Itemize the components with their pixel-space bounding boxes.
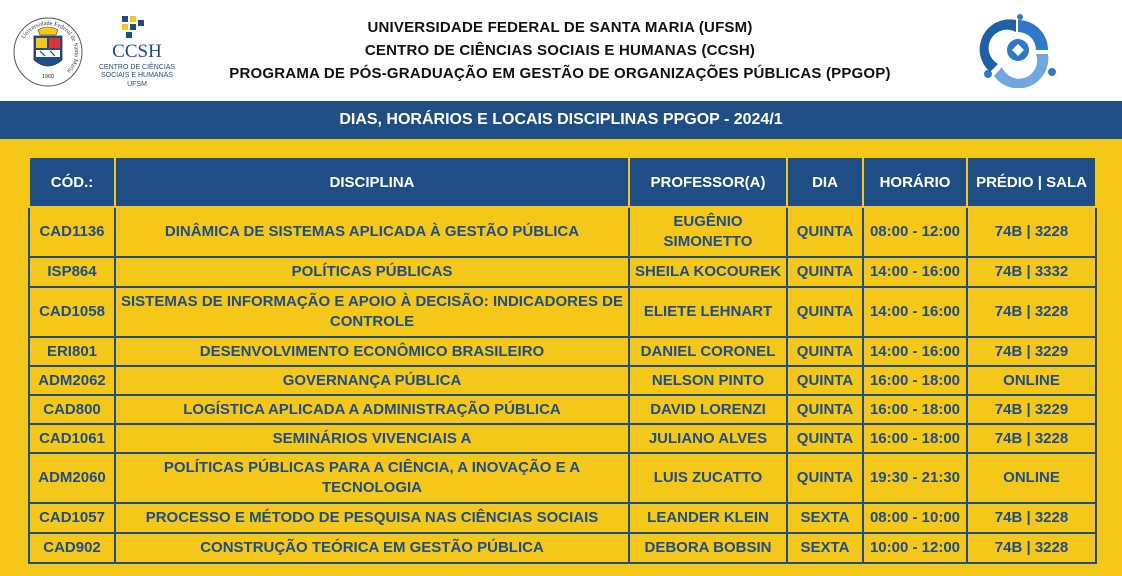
ufsm-year: 1960 <box>41 74 55 80</box>
cell-dia: SEXTA <box>787 503 863 533</box>
header-disciplina: DISCIPLINA <box>115 157 629 207</box>
cell-sala: 74B | 3229 <box>967 395 1096 424</box>
table-row <box>29 257 1096 287</box>
cell-professor: JULIANO ALVES <box>629 424 787 453</box>
cell-sala: 74B | 3228 <box>967 287 1096 337</box>
cell-dia: QUINTA <box>787 395 863 424</box>
cell-disciplina: DINÂMICA DE SISTEMAS APLICADA À GESTÃO PÚBLICA <box>115 207 629 257</box>
cell-cod: CAD902 <box>29 533 115 563</box>
table-row <box>29 533 1096 563</box>
ufsm-ring-text: Universidade Federal de Santa Maria <box>20 19 81 75</box>
cell-cod: CAD1057 <box>29 503 115 533</box>
cell-sala: 74B | 3332 <box>967 257 1096 287</box>
cell-disciplina: PROCESSO E MÉTODO DE PESQUISA NAS CIÊNCIAS SOCIAIS <box>115 503 629 533</box>
cell-horario: 16:00 - 18:00 <box>863 395 967 424</box>
cell-horario: 08:00 - 12:00 <box>863 207 967 257</box>
cell-horario: 14:00 - 16:00 <box>863 337 967 366</box>
center-name: CENTRO DE CIÊNCIAS SOCIAIS E HUMANAS (CCSH) <box>364 42 756 59</box>
cell-sala: 74B | 3228 <box>967 533 1096 563</box>
table-row <box>29 395 1096 424</box>
page-header <box>0 0 1122 101</box>
cell-professor: SHEILA KOCOUREK <box>629 257 787 287</box>
cell-disciplina: CONSTRUÇÃO TEÓRICA EM GESTÃO PÚBLICA <box>115 533 629 563</box>
ccsh-sub1: CENTRO DE CIÊNCIAS <box>98 64 176 71</box>
cell-sala: ONLINE <box>967 366 1096 395</box>
cell-professor: ELIETE LEHNART <box>629 287 787 337</box>
cell-horario: 08:00 - 10:00 <box>863 503 967 533</box>
cell-sala: 74B | 3228 <box>967 503 1096 533</box>
header-cod: CÓD.: <box>29 157 115 207</box>
cell-professor: LEANDER KLEIN <box>629 503 787 533</box>
cell-disciplina: GOVERNANÇA PÚBLICA <box>115 366 629 395</box>
cell-dia: QUINTA <box>787 424 863 453</box>
table-row <box>29 424 1096 453</box>
table-header-row <box>29 157 1096 207</box>
cell-dia: QUINTA <box>787 337 863 366</box>
ppgop-logo-icon <box>976 14 1060 88</box>
ccsh-sub3: UFSM <box>127 81 147 88</box>
schedule-table <box>28 156 1097 564</box>
cell-cod: CAD1061 <box>29 424 115 453</box>
cell-disciplina: POLÍTICAS PÚBLICAS PARA A CIÊNCIA, A INOVAÇÃO E A TECNOLOGIA <box>115 453 629 503</box>
cell-cod: ERI801 <box>29 337 115 366</box>
cell-sala: 74B | 3229 <box>967 337 1096 366</box>
table-row <box>29 366 1096 395</box>
cell-cod: ADM2062 <box>29 366 115 395</box>
cell-disciplina: DESENVOLVIMENTO ECONÔMICO BRASILEIRO <box>115 337 629 366</box>
cell-dia: QUINTA <box>787 257 863 287</box>
cell-professor: EUGÊNIO SIMONETTO <box>629 207 787 257</box>
cell-cod: CAD1058 <box>29 287 115 337</box>
university-crest-icon <box>12 16 84 88</box>
cell-dia: QUINTA <box>787 207 863 257</box>
cell-disciplina: SISTEMAS DE INFORMAÇÃO E APOIO À DECISÃO: INDICADORES DE CONTROLE <box>115 287 629 337</box>
cell-dia: QUINTA <box>787 287 863 337</box>
cell-sala: ONLINE <box>967 453 1096 503</box>
header-professor: PROFESSOR(A) <box>629 157 787 207</box>
cell-disciplina: POLÍTICAS PÚBLICAS <box>115 257 629 287</box>
cell-cod: CAD1136 <box>29 207 115 257</box>
cell-dia: QUINTA <box>787 366 863 395</box>
cell-sala: 74B | 3228 <box>967 424 1096 453</box>
table-row <box>29 287 1096 337</box>
cell-disciplina: LOGÍSTICA APLICADA A ADMINISTRAÇÃO PÚBLICA <box>115 395 629 424</box>
schedule-area <box>0 139 1122 576</box>
cell-professor: DEBORA BOBSIN <box>629 533 787 563</box>
cell-professor: LUIS ZUCATTO <box>629 453 787 503</box>
schedule-banner: DIAS, HORÁRIOS E LOCAIS DISCIPLINAS PPGOP - 2024/1 <box>0 101 1122 139</box>
ccsh-sub2: SOCIAIS E HUMANAS <box>101 72 173 79</box>
cell-professor: DANIEL CORONEL <box>629 337 787 366</box>
ccsh-logo-icon <box>94 14 180 90</box>
cell-horario: 16:00 - 18:00 <box>863 366 967 395</box>
table-row <box>29 453 1096 503</box>
header-horario: HORÁRIO <box>863 157 967 207</box>
cell-professor: DAVID LORENZI <box>629 395 787 424</box>
cell-dia: SEXTA <box>787 533 863 563</box>
header-sala: PRÉDIO | SALA <box>967 157 1096 207</box>
cell-horario: 14:00 - 16:00 <box>863 257 967 287</box>
header-titles <box>195 16 925 85</box>
cell-cod: ADM2060 <box>29 453 115 503</box>
table-row <box>29 207 1096 257</box>
cell-horario: 10:00 - 12:00 <box>863 533 967 563</box>
ccsh-title: CCSH <box>112 41 162 62</box>
table-row <box>29 337 1096 366</box>
cell-horario: 16:00 - 18:00 <box>863 424 967 453</box>
cell-disciplina: SEMINÁRIOS VIVENCIAIS A <box>115 424 629 453</box>
university-name: UNIVERSIDADE FEDERAL DE SANTA MARIA (UFSM) <box>367 19 753 36</box>
cell-sala: 74B | 3228 <box>967 207 1096 257</box>
cell-cod: ISP864 <box>29 257 115 287</box>
cell-horario: 14:00 - 16:00 <box>863 287 967 337</box>
cell-dia: QUINTA <box>787 453 863 503</box>
header-dia: DIA <box>787 157 863 207</box>
cell-professor: NELSON PINTO <box>629 366 787 395</box>
cell-horario: 19:30 - 21:30 <box>863 453 967 503</box>
cell-cod: CAD800 <box>29 395 115 424</box>
program-name: PROGRAMA DE PÓS-GRADUAÇÃO EM GESTÃO DE ORGANIZAÇÕES PÚBLICAS (PPGOP) <box>229 65 891 82</box>
table-row <box>29 503 1096 533</box>
